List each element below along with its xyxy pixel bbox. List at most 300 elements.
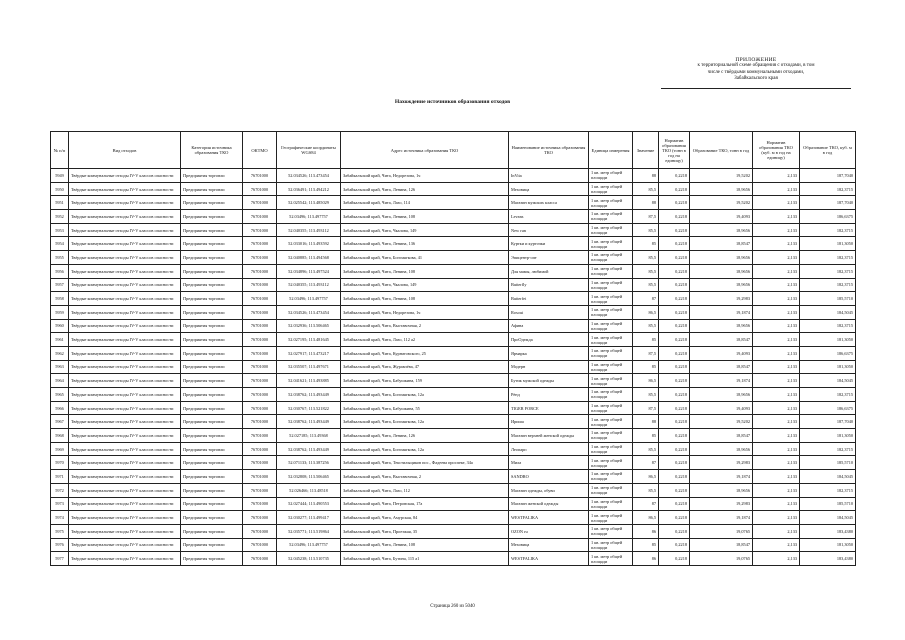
cell-norm-ton: 0,2218 [659,305,690,319]
cell-oktmo: 76701000 [243,538,277,552]
waste-sources-table [50,131,856,566]
cell-value: 85,5 [633,442,659,456]
cell-coords: 52.034526; 113.473454 [277,305,341,319]
cell-coords: 52.038762; 113.493449 [277,442,341,456]
cell-value: 86,5 [633,305,659,319]
cell-norm-ton: 0,2218 [659,196,690,210]
cell-value: 86,5 [633,470,659,484]
cell-category: Предприятия торговли [181,182,243,196]
cell-unit: 1 кв. метр общей площади [589,346,633,360]
appendix-title: ПРИЛОЖЕНИЕ [735,57,777,63]
cell-source-name: WESTFALIKA [509,511,589,525]
cell-norm-ton: 0,2218 [659,346,690,360]
cell-source-name: Butterfei [509,292,589,306]
cell-waste-type: Твёрдые коммунальные отходы IV-V классов опасности [69,552,181,566]
appendix-line: Забайкальского края [734,76,778,82]
appendix-line: числе с твёрдыми коммунальными отходами, [707,69,805,75]
cell-coords: 52.03496; 113.497757 [277,292,341,306]
cell-source-name: Магазин женской одежды [509,497,589,511]
cell-norm-m3: 2,133 [753,278,800,292]
cell-coords: 52.03496; 113.497757 [277,210,341,224]
cell-category: Предприятия торговли [181,483,243,497]
cell-waste-type: Твёрдые коммунальные отходы IV-V классов опасности [69,305,181,319]
cell-source-name: Магазин мужских класса [509,196,589,210]
cell-norm-ton: 0,2218 [659,511,690,525]
cell-tko-ton: 18,8547 [690,538,753,552]
cell-norm-ton: 0,2218 [659,278,690,292]
cell-oktmo: 76701000 [243,483,277,497]
cell-address: Забайкальский край, Чита, Недорезова, 1ч [341,169,509,183]
cell-norm-m3: 2,133 [753,401,800,415]
cell-category: Предприятия торговли [181,470,243,484]
cell-tko-m3: 183,4380 [800,524,856,538]
cell-source-name: TIGER FORCE [509,401,589,415]
cell-value: 85,5 [633,388,659,402]
header-num: № п/п [51,132,69,169]
cell-value: 85 [633,333,659,347]
cell-oktmo: 76701000 [243,388,277,402]
cell-norm-m3: 2,133 [753,538,800,552]
cell-coords: 52.040355; 113.493112 [277,223,341,237]
cell-source-name: OZON ru [509,524,589,538]
cell-tko-m3: 187,7040 [800,415,856,429]
cell-norm-ton: 0,2218 [659,483,690,497]
cell-norm-ton: 0,2218 [659,360,690,374]
cell-coords: 52.030767; 113.521822 [277,401,341,415]
cell-source-name: Ириша [509,415,589,429]
cell-tko-ton: 19,4093 [690,346,753,360]
cell-tko-m3: 182,3715 [800,442,856,456]
table-row [51,374,856,388]
cell-norm-m3: 2,133 [753,470,800,484]
cell-value: 86 [633,552,659,566]
table-row [51,237,856,251]
cell-coords: 52.032808; 113.506465 [277,470,341,484]
cell-norm-m3: 2,133 [753,360,800,374]
cell-tko-ton: 18,9656 [690,278,753,292]
table-row [51,538,856,552]
cell-num: 5957 [51,278,69,292]
table-row [51,292,856,306]
table-row [51,346,856,360]
cell-source-name: Леопарп [509,442,589,456]
cell-num: 5952 [51,210,69,224]
cell-oktmo: 76701000 [243,552,277,566]
cell-category: Предприятия торговли [181,346,243,360]
header-category: Категория источника образования ТКО [181,132,243,169]
table-row [51,210,856,224]
cell-norm-m3: 2,133 [753,264,800,278]
cell-norm-m3: 2,133 [753,442,800,456]
cell-value: 85 [633,429,659,443]
cell-waste-type: Твёрдые коммунальные отходы IV-V классов опасности [69,388,181,402]
cell-unit: 1 кв. метр общей площади [589,552,633,566]
cell-value: 85 [633,360,659,374]
cell-num: 5962 [51,346,69,360]
table-row [51,264,856,278]
cell-norm-ton: 0,2218 [659,429,690,443]
cell-oktmo: 76701000 [243,264,277,278]
cell-norm-ton: 0,2218 [659,319,690,333]
cell-waste-type: Твёрдые коммунальные отходы IV-V классов опасности [69,401,181,415]
cell-tko-ton: 18,9656 [690,182,753,196]
cell-norm-m3: 2,133 [753,319,800,333]
cell-norm-m3: 2,133 [753,210,800,224]
cell-norm-m3: 2,133 [753,524,800,538]
cell-oktmo: 76701000 [243,305,277,319]
cell-address: Забайкальский край, Чита, Выставочная, 2 [341,319,509,333]
cell-category: Предприятия торговли [181,319,243,333]
cell-tko-ton: 19,1874 [690,374,753,388]
cell-norm-ton: 0,2218 [659,264,690,278]
cell-oktmo: 76701000 [243,237,277,251]
cell-norm-ton: 0,2218 [659,210,690,224]
cell-tko-ton: 19,2983 [690,292,753,306]
page-footer: Страница 260 из 5040 [430,604,475,609]
cell-num: 5951 [51,196,69,210]
cell-num: 5968 [51,429,69,443]
cell-value: 87 [633,497,659,511]
cell-category: Предприятия торговли [181,264,243,278]
cell-tko-m3: 184,5045 [800,374,856,388]
cell-oktmo: 76701000 [243,223,277,237]
cell-tko-ton: 19,5202 [690,196,753,210]
document-title: Нахождение источников образования отходов [394,99,511,105]
cell-oktmo: 76701000 [243,415,277,429]
cell-source-name: Меховица [509,538,589,552]
cell-waste-type: Твёрдые коммунальные отходы IV-V классов опасности [69,333,181,347]
cell-category: Предприятия торговли [181,196,243,210]
header-source-name: Наименование источника образования ТКО [509,132,589,169]
cell-norm-ton: 0,2218 [659,374,690,388]
cell-category: Предприятия торговли [181,237,243,251]
cell-tko-m3: 182,3715 [800,264,856,278]
cell-tko-ton: 19,4093 [690,210,753,224]
cell-num: 5965 [51,388,69,402]
cell-waste-type: Твёрдые коммунальные отходы IV-V классов опасности [69,264,181,278]
cell-value: 85,5 [633,483,659,497]
cell-unit: 1 кв. метр общей площади [589,497,633,511]
table-row [51,483,856,497]
cell-num: 5954 [51,237,69,251]
cell-norm-m3: 2,133 [753,292,800,306]
cell-value: 86,5 [633,374,659,388]
cell-norm-ton: 0,2218 [659,237,690,251]
cell-oktmo: 76701000 [243,401,277,415]
cell-waste-type: Твёрдые коммунальные отходы IV-V классов опасности [69,169,181,183]
table-row [51,196,856,210]
cell-coords: 52.045238; 113.510735 [277,552,341,566]
cell-coords: 52.035507; 113.497671 [277,360,341,374]
cell-coords: 52.030277; 113.499417 [277,511,341,525]
cell-unit: 1 кв. метр общей площади [589,333,633,347]
cell-norm-ton: 0,2218 [659,415,690,429]
appendix-rule [661,88,851,89]
cell-num: 5974 [51,511,69,525]
cell-coords: 52.034896; 113.497524 [277,264,341,278]
cell-address: Забайкальский край, Чита, Петровская, 17а [341,497,509,511]
cell-source-name: Бутик мужской одежды [509,374,589,388]
cell-category: Предприятия торговли [181,374,243,388]
cell-oktmo: 76701000 [243,251,277,265]
cell-category: Предприятия торговли [181,552,243,566]
cell-unit: 1 кв. метр общей площади [589,223,633,237]
cell-norm-m3: 2,133 [753,511,800,525]
cell-value: 85 [633,237,659,251]
cell-num: 5973 [51,497,69,511]
cell-coords: 52.035771; 113.519864 [277,524,341,538]
cell-value: 85,5 [633,182,659,196]
cell-value: 85,5 [633,251,659,265]
cell-source-name: Магазин верхней женской одежды [509,429,589,443]
cell-norm-m3: 2,133 [753,196,800,210]
cell-value: 85,5 [633,264,659,278]
cell-num: 5971 [51,470,69,484]
cell-tko-m3: 187,7040 [800,169,856,183]
cell-tko-ton: 19,4093 [690,401,753,415]
cell-norm-m3: 2,133 [753,388,800,402]
table-row [51,333,856,347]
cell-unit: 1 кв. метр общей площади [589,360,633,374]
cell-category: Предприятия торговли [181,429,243,443]
table-row [51,360,856,374]
cell-oktmo: 76701000 [243,333,277,347]
cell-tko-ton: 19,2983 [690,497,753,511]
cell-address: Забайкальский край, Чита, Чкалова, 149 [341,223,509,237]
cell-waste-type: Твёрдые коммунальные отходы IV-V классов опасности [69,456,181,470]
cell-coords: 52.026466; 113.48518 [277,483,341,497]
cell-oktmo: 76701000 [243,442,277,456]
cell-waste-type: Твёрдые коммунальные отходы IV-V классов опасности [69,292,181,306]
cell-unit: 1 кв. метр общей площади [589,278,633,292]
cell-unit: 1 кв. метр общей площади [589,319,633,333]
cell-norm-m3: 2,133 [753,182,800,196]
cell-norm-ton: 0,2218 [659,333,690,347]
cell-coords: 52.027195; 113.481645 [277,333,341,347]
cell-tko-m3: 182,3715 [800,278,856,292]
cell-tko-ton: 18,8547 [690,429,753,443]
cell-waste-type: Твёрдые коммунальные отходы IV-V классов опасности [69,442,181,456]
cell-address: Забайкальский край, Чита, Текстильщиков пос., Фадеева проспект, 34а [341,456,509,470]
cell-num: 5950 [51,182,69,196]
table-row [51,319,856,333]
table-row [51,524,856,538]
cell-norm-ton: 0,2218 [659,497,690,511]
cell-address: Забайкальский край, Чита, Лазо, 112 а2 [341,333,509,347]
cell-oktmo: 76701000 [243,182,277,196]
cell-tko-m3: 186,6375 [800,210,856,224]
cell-category: Предприятия торговли [181,210,243,224]
cell-coords: 52.038762; 113.493449 [277,388,341,402]
cell-tko-ton: 19,5202 [690,415,753,429]
cell-waste-type: Твёрдые коммунальные отходы IV-V классов опасности [69,483,181,497]
cell-tko-ton: 19,1874 [690,305,753,319]
cell-norm-m3: 2,133 [753,456,800,470]
cell-num: 5963 [51,360,69,374]
cell-tko-m3: 184,5045 [800,470,856,484]
cell-category: Предприятия торговли [181,497,243,511]
cell-value: 86,5 [633,511,659,525]
cell-oktmo: 76701000 [243,429,277,443]
cell-waste-type: Твёрдые коммунальные отходы IV-V классов опасности [69,237,181,251]
cell-source-name: Рёнд [509,388,589,402]
cell-address: Забайкальский край, Чита, Бабушкина, 159 [341,374,509,388]
cell-unit: 1 кв. метр общей площади [589,292,633,306]
cell-tko-m3: 182,3715 [800,251,856,265]
cell-num: 5970 [51,456,69,470]
cell-tko-m3: 187,7040 [800,196,856,210]
cell-address: Забайкальский край, Чита, Ленина, 126 [341,429,509,443]
cell-tko-ton: 18,9656 [690,223,753,237]
cell-value: 88 [633,169,659,183]
cell-norm-ton: 0,2218 [659,456,690,470]
cell-unit: 1 кв. метр общей площади [589,524,633,538]
cell-norm-ton: 0,2218 [659,524,690,538]
cell-waste-type: Твёрдые коммунальные отходы IV-V классов опасности [69,319,181,333]
table-row [51,511,856,525]
cell-norm-m3: 2,133 [753,346,800,360]
cell-norm-m3: 2,133 [753,497,800,511]
cell-norm-m3: 2,133 [753,169,800,183]
cell-source-name: Ярмарка [509,346,589,360]
cell-tko-ton: 19,0765 [690,552,753,566]
cell-oktmo: 76701000 [243,319,277,333]
cell-category: Предприятия торговли [181,305,243,319]
table-row [51,401,856,415]
cell-unit: 1 кв. метр общей площади [589,415,633,429]
cell-value: 87 [633,456,659,470]
cell-tko-m3: 185,5710 [800,292,856,306]
cell-oktmo: 76701000 [243,278,277,292]
cell-source-name: Меховица [509,182,589,196]
cell-norm-m3: 2,133 [753,552,800,566]
cell-oktmo: 76701000 [243,511,277,525]
cell-tko-ton: 19,2983 [690,456,753,470]
cell-category: Предприятия торговли [181,278,243,292]
cell-address: Забайкальский край, Чита, Ленина, 136 [341,237,509,251]
cell-address: Забайкальский край, Чита, Недорезова, 1ч [341,305,509,319]
cell-source-name: Эпицентр-опт [509,251,589,265]
cell-category: Предприятия торговли [181,292,243,306]
cell-address: Забайкальский край, Чита, Журавлёва, 47 [341,360,509,374]
cell-num: 5960 [51,319,69,333]
cell-waste-type: Твёрдые коммунальные отходы IV-V классов опасности [69,415,181,429]
cell-address: Забайкальский край, Чита, Курнатовского, 25 [341,346,509,360]
cell-num: 5977 [51,552,69,566]
cell-value: 88 [633,196,659,210]
cell-unit: 1 кв. метр общей площади [589,251,633,265]
cell-tko-ton: 18,8547 [690,360,753,374]
table-row [51,497,856,511]
cell-category: Предприятия торговли [181,388,243,402]
cell-norm-ton: 0,2218 [659,251,690,265]
cell-tko-ton: 19,5202 [690,169,753,183]
cell-norm-ton: 0,2218 [659,182,690,196]
cell-coords: 52.027444; 113.490553 [277,497,341,511]
cell-value: 87,5 [633,401,659,415]
cell-tko-ton: 19,1874 [690,511,753,525]
cell-norm-ton: 0,2218 [659,169,690,183]
table-row [51,456,856,470]
cell-oktmo: 76701000 [243,470,277,484]
header-unit: Единица измерения [589,132,633,169]
cell-address: Забайкальский край, Чита, Ленина, 108 [341,538,509,552]
cell-source-name: Мила [509,456,589,470]
cell-tko-ton: 18,9656 [690,483,753,497]
cell-norm-m3: 2,133 [753,305,800,319]
cell-tko-ton: 18,9656 [690,264,753,278]
table-row [51,429,856,443]
cell-num: 5967 [51,415,69,429]
cell-unit: 1 кв. метр общей площади [589,374,633,388]
appendix-block [661,57,851,89]
cell-num: 5959 [51,305,69,319]
cell-unit: 1 кв. метр общей площади [589,305,633,319]
cell-source-name: WESTFALIKA [509,552,589,566]
cell-waste-type: Твёрдые коммунальные отходы IV-V классов опасности [69,511,181,525]
cell-norm-ton: 0,2218 [659,470,690,484]
cell-num: 5966 [51,401,69,415]
cell-unit: 1 кв. метр общей площади [589,210,633,224]
cell-waste-type: Твёрдые коммунальные отходы IV-V классов опасности [69,182,181,196]
header-norm-ton: Норматив образования ТКО (тонн в год на единицу) [659,132,690,169]
cell-address: Забайкальский край, Чита, Лазо, 114 [341,196,509,210]
cell-unit: 1 кв. метр общей площади [589,401,633,415]
cell-value: 87 [633,292,659,306]
cell-waste-type: Твёрдые коммунальные отходы IV-V классов опасности [69,360,181,374]
cell-oktmo: 76701000 [243,210,277,224]
cell-oktmo: 76701000 [243,456,277,470]
table-row [51,552,856,566]
cell-category: Предприятия торговли [181,360,243,374]
cell-coords: 52.041621; 113.493885 [277,374,341,388]
cell-coords: 52.034526; 113.473454 [277,169,341,183]
cell-coords: 52.040355; 113.493112 [277,278,341,292]
cell-norm-m3: 2,133 [753,237,800,251]
cell-coords: 52.033016; 113.493592 [277,237,341,251]
cell-coords: 52.027917; 113.473217 [277,346,341,360]
cell-num: 5953 [51,223,69,237]
cell-tko-ton: 18,9656 [690,388,753,402]
cell-coords: 52.032936; 113.506465 [277,319,341,333]
cell-waste-type: Твёрдые коммунальные отходы IV-V классов опасности [69,196,181,210]
cell-source-name: Rosoui [509,305,589,319]
cell-coords: 52.025542; 113.485029 [277,196,341,210]
cell-tko-m3: 182,3715 [800,182,856,196]
cell-value: 87,5 [633,346,659,360]
cell-source-name: SANDRO [509,470,589,484]
cell-norm-ton: 0,2218 [659,538,690,552]
cell-source-name: Для мамы, любимой [509,264,589,278]
cell-tko-ton: 19,0765 [690,524,753,538]
cell-num: 5949 [51,169,69,183]
cell-tko-m3: 182,3715 [800,388,856,402]
cell-num: 5976 [51,538,69,552]
cell-unit: 1 кв. метр общей площади [589,182,633,196]
cell-waste-type: Твёрдые коммунальные отходы IV-V классов опасности [69,251,181,265]
header-address: Адрес источника образования ТКО [341,132,509,169]
cell-norm-ton: 0,2218 [659,552,690,566]
table-row [51,223,856,237]
cell-category: Предприятия торговли [181,333,243,347]
cell-tko-ton: 18,9656 [690,319,753,333]
cell-category: Предприятия торговли [181,511,243,525]
cell-unit: 1 кв. метр общей площади [589,264,633,278]
cell-unit: 1 кв. метр общей площади [589,470,633,484]
cell-waste-type: Твёрдые коммунальные отходы IV-V классов опасности [69,346,181,360]
cell-tko-m3: 185,5710 [800,497,856,511]
header-value: Значение [633,132,659,169]
